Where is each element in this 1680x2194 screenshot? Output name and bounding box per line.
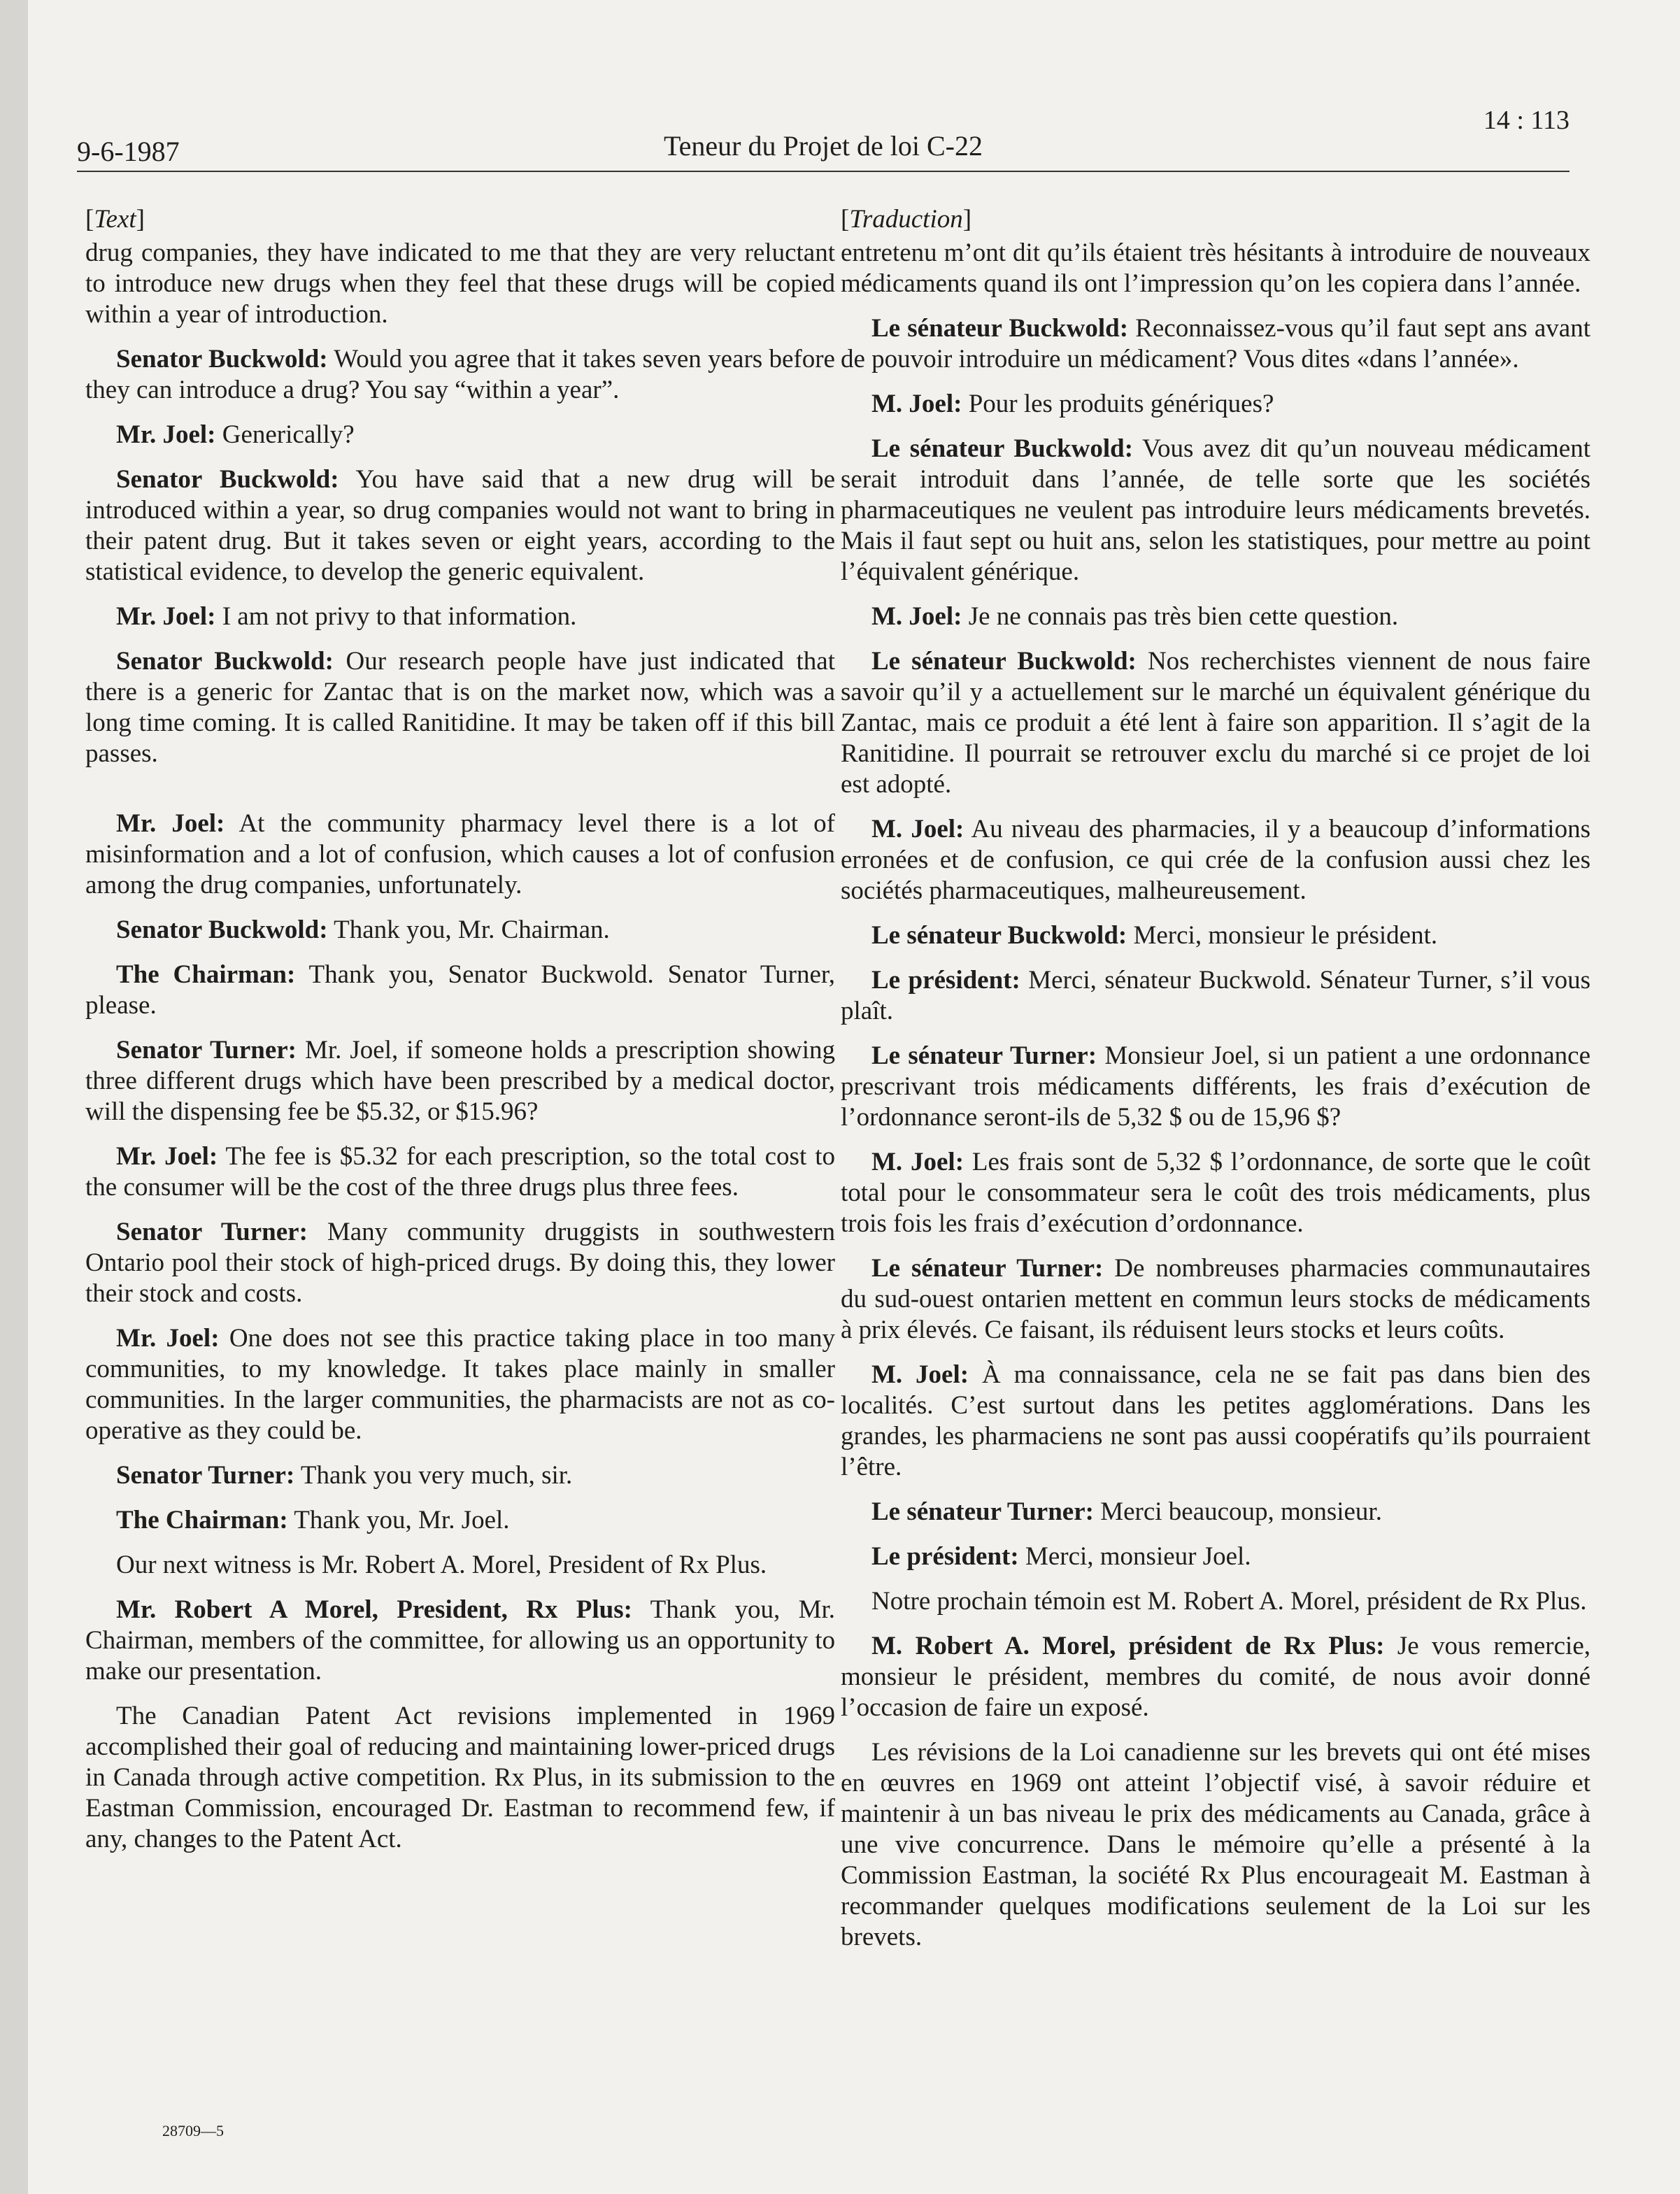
speech-text: Merci, monsieur Joel. (1025, 1542, 1251, 1571)
paragraph (85, 960, 835, 1021)
speech-text: Merci beaucoup, monsieur. (1100, 1497, 1382, 1526)
speaker-name: Senator Buckwold: (116, 647, 334, 676)
speech-text: De nombreuses pharmacies communautaires du sud-ouest ontarien mettent en commun leurs stocks de médicaments à prix élevés. Ce faisant, ils réduisent leurs stocks et leurs coûts. (841, 1254, 1591, 1344)
paragraph (85, 1460, 835, 1491)
paragraph (85, 1217, 835, 1309)
paragraph (841, 238, 1590, 299)
speech-text: Generically? (222, 420, 355, 449)
paragraph (841, 1631, 1590, 1723)
paragraph (85, 1035, 835, 1127)
speaker-name: M. Robert A. Morel, président de Rx Plus: (871, 1632, 1385, 1660)
speaker-name: Le sénateur Buckwold: (871, 314, 1129, 343)
paragraph (85, 420, 835, 450)
paragraph (85, 1595, 835, 1687)
speaker-name: Mr. Joel: (116, 1142, 218, 1171)
paragraph (85, 1550, 835, 1581)
speech-text: Je ne connais pas très bien cette question. (968, 602, 1399, 631)
paragraph (841, 389, 1590, 420)
speaker-name: Senator Turner: (116, 1461, 295, 1490)
paragraph (841, 814, 1590, 906)
paragraph (841, 1541, 1590, 1572)
print-code: 28709—5 (162, 2122, 224, 2139)
speech-text: At the community pharmacy level there is a lot of misinformation and a lot of confusion, which causes a lot of confusion among the drug companies, unfortunately. (85, 809, 835, 899)
speech-text: Our research people have just indicated that there is a generic for Zantac that is on the market now, which was a long time coming. It is called Ranitidine. It may be taken off if this bill passes. (85, 647, 836, 768)
paragraph (85, 1701, 835, 1855)
speaker-name: Le sénateur Turner: (871, 1497, 1094, 1526)
speech-text: Les révisions de la Loi canadienne sur les brevets qui ont été mises en œuvres en 1969 ont atteint l’objectif visé, à savoir réduire et maintenir à un bas niveau le prix des médicaments au Canada, grâce à une vive concurrence. Dans le mémoire qu’elle a présenté à la Commission Eastman, la société Rx Plus encourageait M. Eastman à recommander quelques modifications seulement de la Loi sur les brevets. (841, 1738, 1590, 1951)
speech-text: I am not privy to that information. (222, 602, 577, 631)
speech-text: Many community druggists in southwestern Ontario pool their stock of high-priced drugs. By doing this, they lower their stock and costs. (85, 1218, 835, 1308)
speech-text: Vous avez dit qu’un nouveau médicament serait introduit dans l’année, de telle sorte que les sociétés pharmaceutiques ne veulent pas introduire leurs médicaments brevetés. Mais il faut sept ou huit ans, selon les statistiques, pour mettre au point l’équivalent générique. (841, 434, 1590, 586)
speaker-name: Senator Buckwold: (116, 916, 328, 944)
speaker-name: M. Joel: (871, 1148, 964, 1176)
speaker-name: Mr. Robert A Morel, President, Rx Plus: (116, 1595, 632, 1624)
speech-text: Monsieur Joel, si un patient a une ordonnance prescrivant trois médicaments différents, les frais d’exécution de l’ordonnance seront-ils de 5,32 $ ou de 15,96 $? (841, 1041, 1591, 1132)
speech-text: entretenu m’ont dit qu’ils étaient très hésitants à introduire de nouveaux médicaments quand ils ont l’impression qu’on les copiera dans l’année. (841, 238, 1590, 298)
header-date: 9-6-1987 (77, 136, 180, 167)
paragraph (841, 1147, 1590, 1239)
paragraph (841, 1360, 1590, 1483)
speaker-name: Le sénateur Turner: (871, 1041, 1097, 1070)
speech-text: Our next witness is Mr. Robert A. Morel, President of Rx Plus. (116, 1551, 767, 1579)
speaker-name: Mr. Joel: (116, 809, 225, 838)
header-rule (77, 171, 1569, 172)
paragraph (841, 1737, 1590, 1953)
french-column (841, 204, 1590, 1967)
speaker-name: Le sénateur Buckwold: (871, 921, 1127, 950)
speech-text: The fee is $5.32 for each prescription, so the total cost to the consumer will be the cost of the three drugs plus three fees. (85, 1142, 835, 1202)
speaker-name: Le président: (871, 1542, 1019, 1571)
paragraph (85, 238, 835, 330)
page-header (77, 105, 1569, 172)
paragraph (85, 1141, 835, 1203)
binding-gutter (0, 0, 28, 2194)
speaker-name: Senator Turner: (116, 1218, 308, 1246)
paragraph (841, 1497, 1590, 1527)
speech-text: Merci, monsieur le président. (1133, 921, 1438, 950)
paragraph (85, 915, 835, 946)
column-tag: [Text] (85, 205, 145, 234)
speech-text: The Canadian Patent Act revisions implemented in 1969 accomplished their goal of reducing and maintaining lower-priced drugs in Canada through active competition. Rx Plus, in its submission to the Eastman Commission, encouraged Dr. Eastman to recommend few, if any, changes to the Patent Act. (85, 1702, 835, 1853)
speech-text: Would you agree that it takes seven years before they can introduce a drug? You say “within a year”. (85, 345, 835, 404)
speech-text: Les frais sont de 5,32 $ l’ordonnance, de sorte que le coût total pour le consommateur sera le coût des trois médicaments, plus trois fois les frais d’exécution d’ordonnance. (841, 1148, 1590, 1238)
paragraph (841, 646, 1590, 800)
english-column (85, 204, 835, 1869)
paragraph (841, 313, 1590, 375)
paragraph (841, 1586, 1590, 1617)
speaker-name: Le sénateur Turner: (871, 1254, 1104, 1283)
speaker-name: Senator Buckwold: (116, 465, 339, 494)
speaker-name: M. Joel: (871, 815, 964, 843)
paragraph (85, 808, 835, 901)
paragraph (85, 344, 835, 406)
speech-text: Merci, sénateur Buckwold. Sénateur Turner, s’il vous plaît. (841, 966, 1590, 1025)
speaker-name: Mr. Joel: (116, 1324, 220, 1353)
speech-text: À ma connaissance, cela ne se fait pas dans bien des localités. C’est surtout dans les petites agglomérations. Dans les grandes, les pharmaciens ne sont pas aussi coopératifs qu’ils pourraient l’être. (841, 1360, 1590, 1481)
speech-text: Mr. Joel, if someone holds a prescription showing three different drugs which have been prescribed by a medical doctor, will the dispensing fee be $5.32, or $15.96? (85, 1036, 835, 1126)
speaker-name: The Chairman: (116, 960, 296, 989)
speech-text: Thank you, Mr. Chairman, members of the committee, for allowing us an opportunity to make our presentation. (85, 1595, 835, 1686)
paragraph (841, 1041, 1590, 1133)
paragraph (841, 601, 1590, 632)
paragraph (85, 464, 835, 587)
speaker-name: Le sénateur Buckwold: (871, 434, 1134, 463)
speech-text: Nos recherchistes viennent de nous faire savoir qu’il y a actuellement sur le marché un équivalent générique du Zantac, mais ce produit a été lent à faire son apparition. Il s’agit de la Ranitidine. Il pourrait se retrouver exclu du marché si ce projet de loi est adopté. (841, 647, 1591, 799)
speech-text: Reconnaissez-vous qu’il faut sept ans avant de pouvoir introduire un médicament? Vous dites «dans l’année». (841, 314, 1591, 373)
paragraph (841, 965, 1590, 1027)
paragraph (841, 434, 1590, 587)
speaker-name: The Chairman: (116, 1506, 288, 1534)
speech-text: Thank you very much, sir. (300, 1461, 573, 1490)
speech-text: Je vous remercie, monsieur le président, membres du comité, de nous avoir donné l’occasion de faire un exposé. (841, 1632, 1590, 1722)
header-page-number: 14 : 113 (1483, 106, 1569, 135)
speaker-name: M. Joel: (871, 1360, 969, 1389)
paragraph (85, 1323, 835, 1446)
speech-text: One does not see this practice taking place in too many communities, to my knowledge. It takes place mainly in smaller communities. In the larger communities, the pharmacists are not as co-operative as they could be. (85, 1324, 835, 1445)
speaker-name: Senator Turner: (116, 1036, 297, 1064)
paragraph (85, 646, 835, 769)
speech-text: You have said that a new drug will be introduced within a year, so drug companies would not want to bring in their patent drug. But it takes seven or eight years, according to the statistical evidence, to develop the generic equivalent. (85, 465, 835, 586)
speech-text: drug companies, they have indicated to me that they are very reluctant to introduce new drugs when they feel that these drugs will be copied within a year of introduction. (85, 238, 835, 329)
speech-text: Pour les produits génériques? (968, 390, 1274, 418)
paragraph (85, 1505, 835, 1536)
speech-text: Thank you, Senator Buckwold. Senator Turner, please. (85, 960, 836, 1020)
speaker-name: Senator Buckwold: (116, 345, 328, 373)
speaker-name: Le sénateur Buckwold: (871, 647, 1137, 676)
speaker-name: Le président: (871, 966, 1020, 995)
column-tag: [Traduction] (841, 205, 972, 234)
speech-text: Thank you, Mr. Joel. (294, 1506, 510, 1534)
header-title: Teneur du Projet de loi C-22 (664, 130, 983, 162)
speaker-name: Mr. Joel: (116, 602, 216, 631)
speech-text: Notre prochain témoin est M. Robert A. Morel, président de Rx Plus. (871, 1587, 1587, 1616)
paragraph (85, 601, 835, 632)
speaker-name: Mr. Joel: (116, 420, 216, 449)
speech-text: Au niveau des pharmacies, il y a beaucoup d’informations erronées et de confusion, ce qui crée de la confusion aussi chez les sociétés pharmaceutiques, malheureusement. (841, 815, 1590, 905)
paragraph (841, 1253, 1590, 1346)
paragraph (841, 920, 1590, 951)
speech-text: Thank you, Mr. Chairman. (334, 916, 610, 944)
speaker-name: M. Joel: (871, 390, 962, 418)
speaker-name: M. Joel: (871, 602, 962, 631)
